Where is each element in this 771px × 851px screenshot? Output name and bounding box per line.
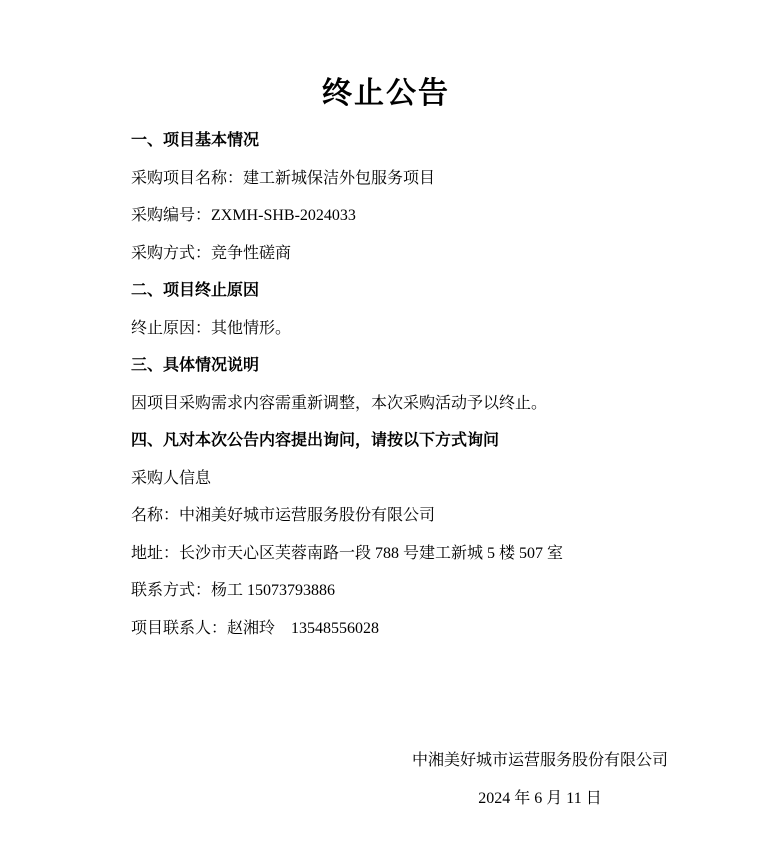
field-purchaser-name: 名称：中湘美好城市运营服务股份有限公司 — [131, 507, 436, 524]
field-project-name: 采购项目名称：建工新城保洁外包服务项目 — [131, 169, 436, 187]
field-purchaser-address: 地址：长沙市天心区芙蓉南路一段 788 号建工新城 5 楼 507 室 — [131, 544, 564, 562]
field-procurement-method: 采购方式：竞争性磋商 — [131, 244, 292, 262]
field-termination-reason: 终止原因：其他情形。 — [131, 319, 292, 337]
field-contact-info: 联系方式：杨工 15073793886 — [131, 582, 336, 599]
section-2-heading: 二、项目终止原因 — [131, 282, 260, 299]
section-1-heading: 一、项目基本情况 — [131, 132, 260, 149]
section-3-heading: 三、具体情况说明 — [131, 357, 260, 374]
field-procurement-number: 采购编号：ZXMH-SHB-2024033 — [131, 207, 356, 224]
signature-date: 2024 年 6 月 11 日 — [478, 789, 602, 807]
signature-company: 中湘美好城市运营服务股份有限公司 — [411, 752, 668, 769]
field-situation-description: 因项目采购需求内容需重新调整，本次采购活动予以终止。 — [131, 394, 548, 412]
field-project-contact: 项目联系人：赵湘玲 13548556028 — [131, 619, 380, 637]
label-purchaser-info: 采购人信息 — [131, 469, 212, 487]
section-4-heading: 四、凡对本次公告内容提出询问，请按以下方式询问 — [131, 432, 500, 449]
doc-title: 终止公告 — [322, 77, 450, 110]
signature-block — [320, 753, 760, 828]
